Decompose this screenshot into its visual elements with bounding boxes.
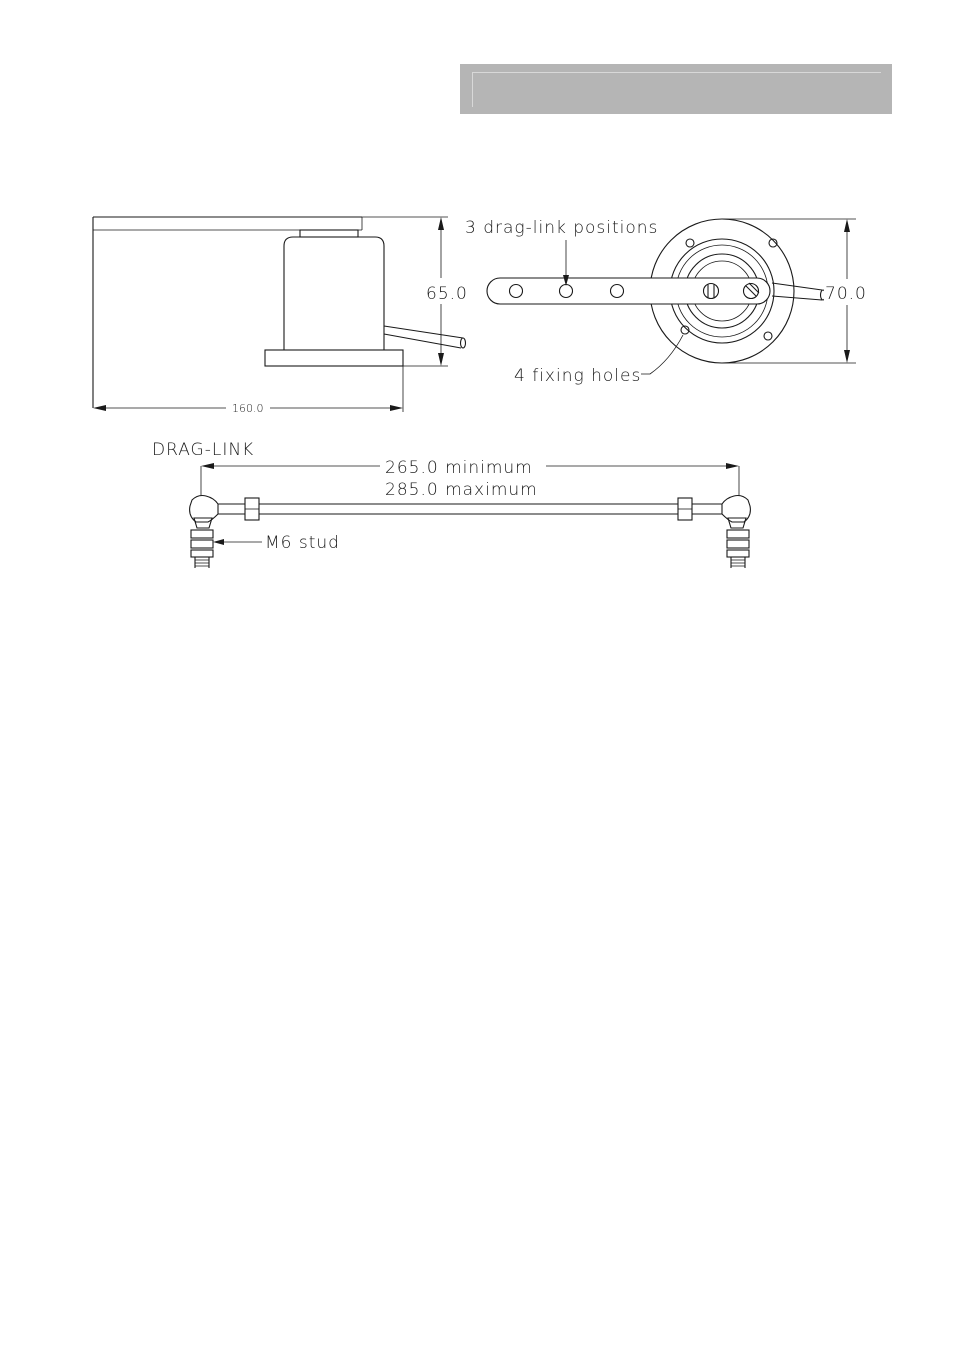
max-length-label: 285.0 maximum	[385, 480, 538, 500]
diameter-dimension-label: 70.0	[825, 284, 867, 304]
drag-link-positions-note: 3 drag-link positions	[465, 218, 659, 238]
drag-link-view	[152, 440, 750, 568]
side-view	[93, 217, 468, 415]
m6-stud-note: M6 stud	[265, 533, 340, 553]
width-dimension-label: 160.0	[232, 402, 264, 415]
top-view	[465, 218, 867, 386]
min-length-label: 265.0 minimum	[385, 458, 533, 478]
height-dimension-label: 65.0	[426, 284, 468, 304]
drag-link-title: DRAG-LINK	[152, 440, 255, 460]
fixing-holes-note: 4 fixing holes	[514, 366, 642, 386]
